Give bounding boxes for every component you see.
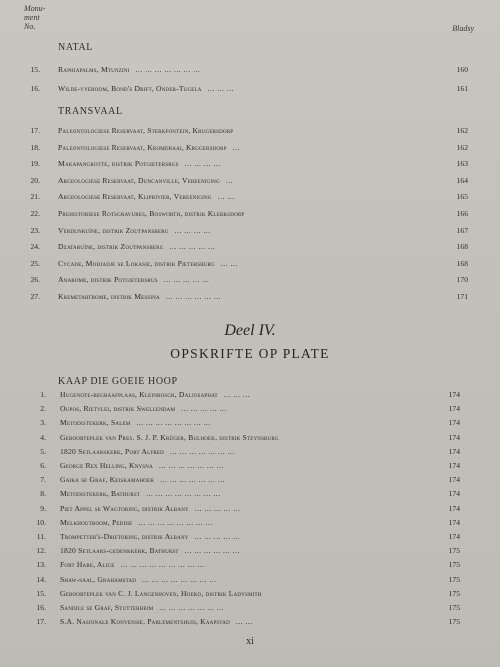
entry-text xyxy=(58,273,438,287)
entry-number: 22. xyxy=(30,209,40,218)
entry-number: 1. xyxy=(40,390,46,399)
entry-page-number: 174 xyxy=(448,532,460,541)
entry-title: Metodistekerk, Bathurst xyxy=(60,489,141,499)
entry-page-number: 160 xyxy=(456,65,468,74)
entry-text xyxy=(58,174,438,188)
entry-title: George Rex Helling, Knysna xyxy=(60,461,153,470)
entry-text xyxy=(58,124,438,138)
entry-number: 5. xyxy=(40,446,46,456)
leader-dots: ... ... ... ... ... ... xyxy=(184,546,240,556)
entry-title: Prehistoriese Rotsgravures, Bosworth, distrik Klerksdorp xyxy=(58,209,245,218)
entry-text xyxy=(58,190,438,204)
entry-title: Geboorteplek van C. J. Langenhoven, Hoeko, distrik Ladysmith xyxy=(60,588,262,598)
page-folio: xi xyxy=(246,636,254,647)
entry-number: 27. xyxy=(30,292,40,301)
entry-text xyxy=(60,431,430,445)
list-item xyxy=(0,124,500,138)
list-item xyxy=(0,240,500,254)
entry-number: 15. xyxy=(36,588,46,598)
list-item xyxy=(0,174,500,188)
entry-number: 17. xyxy=(36,617,46,627)
entry-text xyxy=(58,157,438,171)
entry-text xyxy=(60,459,430,473)
leader-dots: ... ... ... ... ... xyxy=(194,503,241,513)
entry-page-number: 162 xyxy=(456,142,468,152)
entry-page-number: 174 xyxy=(448,461,460,470)
entry-text xyxy=(58,207,438,221)
entry-title: Shaw-saal, Grahamstad xyxy=(60,574,137,584)
entry-page-number: 175 xyxy=(448,546,460,556)
entry-number: 3. xyxy=(40,418,46,428)
entry-page-number: 174 xyxy=(448,446,460,456)
entry-page-number: 174 xyxy=(448,503,460,513)
list-item xyxy=(0,402,500,416)
list-item xyxy=(0,615,500,629)
entry-number: 20. xyxy=(30,175,40,185)
entry-title: Kremetartbome, distrik Messina xyxy=(58,292,160,301)
entry-text xyxy=(60,388,430,402)
entry-title: Wilde-vyeboom, Bond's Drift, Onder-Tugela xyxy=(58,84,202,93)
entry-page-number: 163 xyxy=(456,159,468,169)
entry-page-number: 164 xyxy=(456,175,468,185)
entry-title: Trompetter's-Driftoring, distrik Albany xyxy=(60,532,189,541)
entry-title: Verdunruïne, distrik Zoutpansberg xyxy=(58,225,169,235)
leader-dots: ... ... ... ... ... ... ... ... xyxy=(146,489,221,499)
leader-dots: ... ... ... ... ... ... ... xyxy=(169,446,235,456)
leader-dots: ... ... ... ... ... xyxy=(169,242,216,252)
entry-title: Gaika se Graf, Keiskamahoek xyxy=(60,475,155,485)
monument-number-column-label xyxy=(24,4,45,31)
entry-number: 4. xyxy=(40,432,46,442)
list-item xyxy=(0,516,500,530)
list-item xyxy=(0,445,500,459)
leader-dots: ... ... xyxy=(217,192,235,202)
list-item xyxy=(0,601,500,615)
list-item xyxy=(0,388,500,402)
leader-dots: ... ... ... ... ... ... ... xyxy=(159,603,224,612)
entry-text xyxy=(60,402,430,416)
leader-dots: ... ... ... xyxy=(207,84,235,93)
entry-number: 21. xyxy=(30,192,40,202)
leader-dots: ... ... ... ... ... xyxy=(163,275,210,285)
entry-number: 12. xyxy=(36,546,46,556)
entry-text xyxy=(58,290,438,304)
leader-dots: ... xyxy=(232,142,240,152)
entry-number: 17. xyxy=(30,126,40,135)
leader-dots: ... ... ... ... ... ... ... ... xyxy=(142,574,217,584)
entry-text xyxy=(60,502,430,516)
list-item xyxy=(0,573,500,587)
list-item xyxy=(0,459,500,473)
entry-page-number: 166 xyxy=(456,209,468,218)
entry-title: 1820 Setlaarskerk, Port Alfred xyxy=(60,446,164,456)
entry-text xyxy=(58,63,438,77)
part-title: OPSKRIFTE OP PLATE xyxy=(170,346,330,361)
entry-number: 2. xyxy=(40,404,46,414)
entry-number: 24. xyxy=(30,242,40,252)
entry-text xyxy=(58,257,438,271)
entry-page-number: 168 xyxy=(456,258,468,268)
entry-number: 23. xyxy=(30,225,40,235)
entry-title: Sandile se Graf, Stutterheim xyxy=(60,603,154,612)
entry-page-number: 161 xyxy=(456,84,468,93)
entry-number: 7. xyxy=(40,475,46,485)
leader-dots: ... ... xyxy=(235,617,253,627)
page-column-label: Bladsy xyxy=(452,24,474,33)
entry-text xyxy=(58,224,438,238)
entry-page-number: 165 xyxy=(456,192,468,202)
list-item xyxy=(0,207,500,221)
list-item xyxy=(0,63,500,77)
list-item xyxy=(0,416,500,430)
list-item xyxy=(0,487,500,501)
leader-dots: ... ... ... ... xyxy=(184,159,221,169)
entry-page-number: 174 xyxy=(448,517,460,527)
entry-title: Paleontologiese Reservaat, Sterkfontein, Krugersdorp xyxy=(58,126,234,135)
entry-page-number: 175 xyxy=(448,560,460,570)
entry-text xyxy=(60,587,430,601)
entry-text xyxy=(60,487,430,501)
leader-dots: ... ... ... ... ... ... ... xyxy=(160,475,225,485)
entry-title: Metodistekerk, Salem xyxy=(60,418,131,428)
entry-text xyxy=(60,573,430,587)
entry-number: 19. xyxy=(30,159,40,169)
entry-text xyxy=(60,558,430,572)
entry-title: 1820 Setlaars-gedenkkerk, Bathurst xyxy=(60,546,179,556)
entry-text xyxy=(60,615,430,629)
leader-dots: ... ... ... ... ... ... ... xyxy=(158,461,224,470)
entry-page-number: 168 xyxy=(456,242,468,252)
entry-page-number: 174 xyxy=(448,390,460,399)
entry-number: 15. xyxy=(30,65,40,74)
entry-title: S.A. Nasionale Konvensie, Parlementshuis, Kaapstad xyxy=(60,617,230,627)
leader-dots: ... xyxy=(225,175,234,185)
leader-dots: ... ... ... ... xyxy=(174,225,211,235)
leader-dots: ... ... ... ... ... xyxy=(181,404,227,414)
entry-title: Anabome, distrik Potgietersrus xyxy=(58,275,158,285)
list-item xyxy=(0,502,500,516)
leader-dots: ... ... ... ... ... ... ... xyxy=(135,65,201,74)
entry-text xyxy=(60,516,430,530)
list-item xyxy=(0,82,500,96)
entry-title: Paleontologiese Reservaat, Kromdraai, Krugersdorp xyxy=(58,142,227,152)
entry-page-number: 174 xyxy=(448,489,460,499)
entry-page-number: 162 xyxy=(456,126,468,135)
section-heading-kaap: KAAP DIE GOEIE HOOP xyxy=(58,376,178,387)
entry-title: Argeologiese Reservaat, Duncanville, Vereeniging xyxy=(58,175,220,185)
entry-text xyxy=(60,473,430,487)
entry-title: Geboorteplek van Pres. S. J. P. Krüger, Bulhoek, distrik Steynsburg xyxy=(60,432,279,442)
entry-page-number: 174 xyxy=(448,404,460,414)
entry-title: Melkhoutboom, Peddie xyxy=(60,517,133,527)
entry-title: Cycade, Modjadje se Lokasie, distrik Pietersburg xyxy=(58,258,215,268)
list-item xyxy=(0,141,500,155)
leader-dots: ... ... ... xyxy=(223,390,251,399)
entry-title: Piet Appel se Wagtoring, distrik Albany xyxy=(60,503,189,513)
list-item xyxy=(0,273,500,287)
part-label: Deel IV. xyxy=(224,322,276,339)
entry-number: 18. xyxy=(30,142,40,152)
entry-page-number: 175 xyxy=(448,574,460,584)
entry-text xyxy=(60,601,430,615)
leader-dots: ... ... ... ... ... ... ... ... ... xyxy=(120,560,205,570)
entry-number: 6. xyxy=(40,461,46,470)
section-heading-transvaal: TRANSVAAL xyxy=(58,106,123,117)
entry-number: 25. xyxy=(30,258,40,268)
entry-page-number: 174 xyxy=(448,432,460,442)
list-item xyxy=(0,290,500,304)
monument-label-line: No. xyxy=(24,22,36,31)
entry-number: 16. xyxy=(30,84,40,93)
entry-title: Raphiapalms, Mtunzini xyxy=(58,65,130,74)
monument-label-line: ment xyxy=(24,13,40,22)
entry-number: 16. xyxy=(36,603,46,612)
entry-number: 11. xyxy=(36,532,46,541)
list-item xyxy=(0,473,500,487)
list-item xyxy=(0,157,500,171)
leader-dots: ... ... xyxy=(220,258,238,268)
entry-title: Dzataruïne, distrik Zoutpansberg xyxy=(58,242,164,252)
list-item xyxy=(0,190,500,204)
list-item xyxy=(0,431,500,445)
list-item xyxy=(0,224,500,238)
entry-title: Hugenote-begraafplaas, Kleinbosch, Daljosaphat xyxy=(60,390,218,399)
entry-page-number: 175 xyxy=(448,588,460,598)
entry-text xyxy=(58,240,438,254)
entry-number: 14. xyxy=(36,574,46,584)
entry-number: 13. xyxy=(36,560,46,570)
list-item xyxy=(0,257,500,271)
leader-dots: ... ... ... ... ... xyxy=(194,532,241,541)
entry-title: Argeologiese Reservaat, Kliprivier, Vereeniging xyxy=(58,192,212,202)
list-item xyxy=(0,587,500,601)
entry-text xyxy=(60,544,430,558)
entry-page-number: 175 xyxy=(448,617,460,627)
entry-text xyxy=(58,82,438,96)
entry-text xyxy=(58,141,438,155)
section-heading-natal: NATAL xyxy=(58,42,93,53)
entry-text xyxy=(60,530,430,544)
leader-dots: ... ... ... ... ... ... ... ... xyxy=(138,517,213,527)
leader-dots: ... ... ... ... ... ... ... ... xyxy=(136,418,211,428)
entry-page-number: 174 xyxy=(448,475,460,485)
entry-number: 26. xyxy=(30,275,40,285)
entry-page-number: 170 xyxy=(456,275,468,285)
entry-text xyxy=(60,416,430,430)
entry-page-number: 175 xyxy=(448,603,460,612)
entry-title: Oupos, Rietvlei, distrik Swellendam xyxy=(60,404,176,414)
list-item xyxy=(0,558,500,572)
entry-text xyxy=(60,445,430,459)
entry-number: 9. xyxy=(40,503,46,513)
entry-number: 8. xyxy=(40,489,46,499)
list-item xyxy=(0,530,500,544)
entry-page-number: 167 xyxy=(456,225,468,235)
entry-page-number: 174 xyxy=(448,418,460,428)
entry-title: Fort Hare, Alice xyxy=(60,560,115,570)
entry-title: Makapangrotte, distrik Potgietersrus xyxy=(58,159,179,169)
list-item xyxy=(0,544,500,558)
monument-label-line: Monu- xyxy=(24,4,46,13)
entry-number: 10. xyxy=(36,517,46,527)
entry-page-number: 171 xyxy=(456,292,468,301)
leader-dots: ... ... ... ... ... ... xyxy=(165,292,222,301)
